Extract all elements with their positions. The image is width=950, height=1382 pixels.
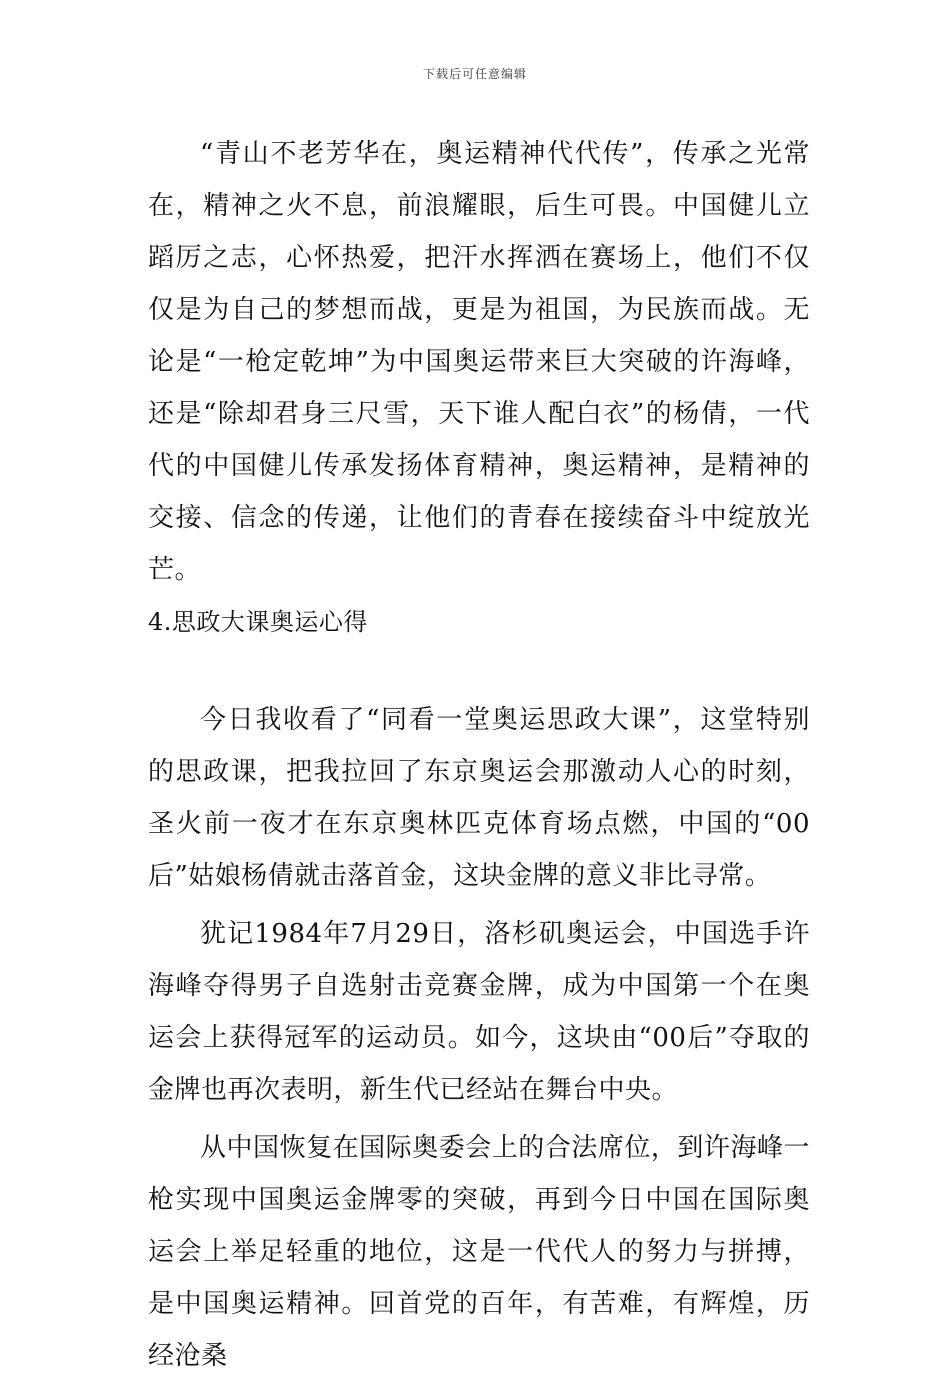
section-heading: 4.思政大课奥运心得 xyxy=(148,608,368,636)
paragraph-watched-lesson: 今日我收看了“同看一堂奥运思政大课”，这堂特别的思政课，把我拉回了东京奥运会那激动人心的时刻，圣火前一夜才在东京奥林匹克体育场点燃，中国的“00后”姑娘杨倩就击落首金，这块金牌的意义非比寻常。 xyxy=(148,705,810,891)
paragraph-olympic-spirit: “青山不老芳华在，奥运精神代代传”，传承之光常在，精神之火不息，前浪耀眼，后生可畏。中国健儿立蹈厉之志，心怀热爱，把汗水挥洒在赛场上，他们不仅仅是为自己的梦想而战，更是为祖国，为民族而战。无论是“一枪定乾坤”为中国奥运带来巨大突破的许海峰，还是“除却君身三尺雪，天下谁人配白衣”的杨倩，一代代的中国健儿传承发扬体育精神，奥运精神，是精神的交接、信念的传递，让他们的青春在接续奋斗中绽放光芒。 xyxy=(148,139,810,585)
paragraph-china-olympic-history: 从中国恢复在国际奥委会上的合法席位，到许海峰一枪实现中国奥运金牌零的突破，再到今日中国在国际奥运会上举足轻重的地位，这是一代代人的努力与拼搏，是中国奥运精神。回首党的百年，有苦难，有辉煌，历经沧桑 xyxy=(148,1133,810,1371)
page-header-note: 下载后可任意编辑 xyxy=(422,67,527,81)
document-body xyxy=(148,128,810,1382)
paragraph-1984-memory: 犹记1984年7月29日，洛杉矶奥运会，中国选手许海峰夺得男子自选射击竞赛金牌，成为中国第一个在奥运会上获得冠军的运动员。如今，这块由“00后”夺取的金牌也再次表明，新生代已经站在舞台中央。 xyxy=(148,919,810,1105)
blank-line xyxy=(148,648,810,694)
